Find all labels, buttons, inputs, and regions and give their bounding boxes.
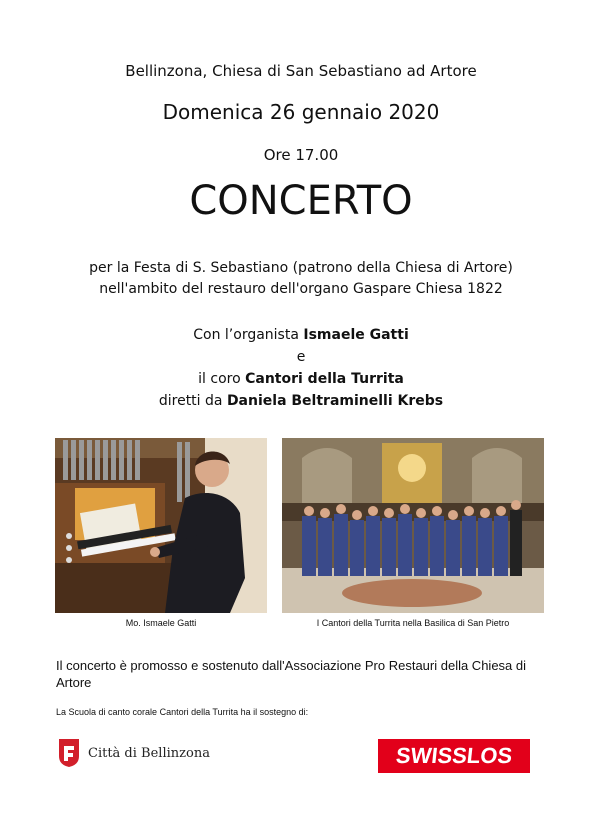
promotion-text: Il concerto è promosso e sostenuto dall'Associazione Pro Restauri della Chiesa di Artore: [56, 658, 527, 690]
organist-photo-image: [55, 438, 267, 613]
organist-photo: [55, 438, 267, 613]
event-date: Domenica 26 gennaio 2020: [162, 100, 440, 124]
bellinzona-crest-icon: [58, 738, 80, 768]
description-line-2: nell'ambito del restauro dell'organo Gaspare Chiesa 1822: [99, 281, 503, 297]
organist-photo-caption: Mo. Ismaele Gatti: [125, 618, 197, 628]
choir-photo: [282, 438, 544, 613]
choir-prefix: il coro: [198, 371, 246, 387]
city-logo-text: Città di Bellinzona: [88, 745, 210, 761]
page-title: CONCERTO: [189, 178, 413, 224]
event-time: Ore 17.00: [263, 146, 339, 164]
swisslos-logo-text: SWISSLOS: [394, 743, 514, 768]
director-prefix: diretti da: [158, 393, 227, 409]
support-text: La Scuola di canto corale Cantori della Turrita ha il sostegno di:: [56, 707, 309, 717]
director-name: Daniela Beltraminelli Krebs: [226, 393, 444, 409]
performers: [0, 324, 602, 412]
choir-photo-image: [282, 438, 544, 613]
choir-name: Cantori della Turrita: [245, 371, 404, 387]
choir-line: [0, 368, 602, 390]
event-description: [0, 258, 602, 300]
organist-line: [0, 324, 602, 346]
organist-name: Ismaele Gatti: [303, 327, 409, 343]
city-of-bellinzona-logo: [58, 738, 210, 768]
director-line: [0, 390, 602, 412]
organist-prefix: Con l’organista: [193, 327, 304, 343]
description-line-1: per la Festa di S. Sebastiano (patrono della Chiesa di Artore): [89, 260, 513, 276]
conjunction: e: [296, 349, 306, 365]
choir-photo-caption: I Cantori della Turrita nella Basilica di San Pietro: [316, 618, 510, 628]
venue-line: Bellinzona, Chiesa di San Sebastiano ad Artore: [125, 62, 477, 80]
swisslos-logo: [378, 739, 530, 773]
